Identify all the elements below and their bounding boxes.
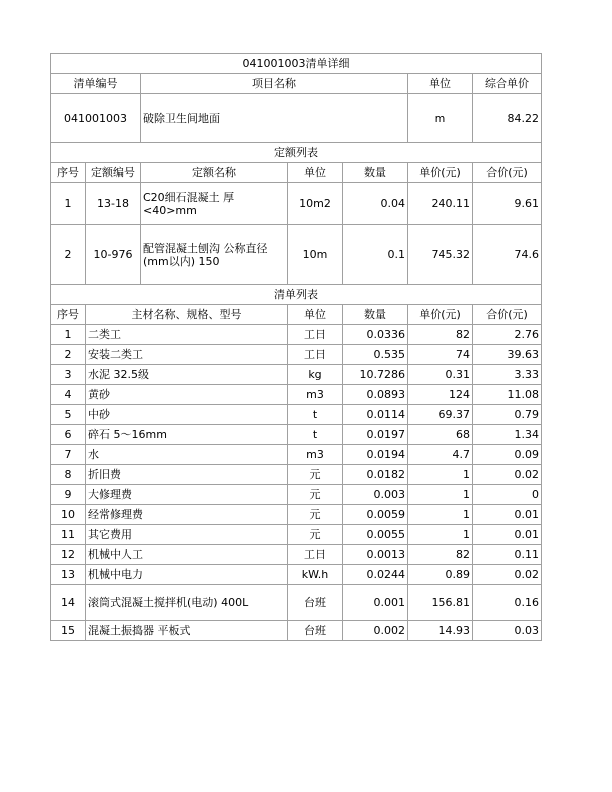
quota-total-header: 合价(元) xyxy=(473,163,542,183)
material-row xyxy=(51,545,542,565)
material-unit: t xyxy=(288,425,343,445)
material-name: 安装二类工 xyxy=(86,345,288,365)
material-name: 黄砂 xyxy=(86,385,288,405)
material-unit: 元 xyxy=(288,525,343,545)
material-idx: 9 xyxy=(51,485,86,505)
list-name: 破除卫生间地面 xyxy=(141,94,408,143)
material-idx: 14 xyxy=(51,585,86,621)
material-header-row xyxy=(51,305,542,325)
material-qty: 0.0055 xyxy=(343,525,408,545)
material-row xyxy=(51,525,542,545)
material-row xyxy=(51,325,542,345)
material-total: 1.34 xyxy=(473,425,542,445)
material-unit: 元 xyxy=(288,465,343,485)
material-total: 2.76 xyxy=(473,325,542,345)
material-unit-price: 82 xyxy=(408,545,473,565)
material-row xyxy=(51,485,542,505)
material-name: 二类工 xyxy=(86,325,288,345)
list-name-header: 项目名称 xyxy=(141,74,408,94)
material-unit-price: 14.93 xyxy=(408,621,473,641)
material-qty: 0.0197 xyxy=(343,425,408,445)
material-row xyxy=(51,565,542,585)
material-total: 0 xyxy=(473,485,542,505)
material-unit-price: 1 xyxy=(408,485,473,505)
quota-total: 74.6 xyxy=(473,225,542,285)
material-row xyxy=(51,621,542,641)
material-qty: 0.0244 xyxy=(343,565,408,585)
material-name: 机械中电力 xyxy=(86,565,288,585)
material-idx: 8 xyxy=(51,465,86,485)
quota-unit: 10m2 xyxy=(288,183,343,225)
quota-code-header: 定额编号 xyxy=(86,163,141,183)
material-total: 0.01 xyxy=(473,525,542,545)
material-unit: m3 xyxy=(288,385,343,405)
list-code: 041001003 xyxy=(51,94,141,143)
material-idx-header: 序号 xyxy=(51,305,86,325)
quota-qty-header: 数量 xyxy=(343,163,408,183)
material-unit-price: 156.81 xyxy=(408,585,473,621)
material-unit-price: 69.37 xyxy=(408,405,473,425)
material-name: 水 xyxy=(86,445,288,465)
material-row xyxy=(51,465,542,485)
list-price-header: 综合单价 xyxy=(473,74,542,94)
material-unit: kW.h xyxy=(288,565,343,585)
material-unit: 工日 xyxy=(288,545,343,565)
quota-code: 13-18 xyxy=(86,183,141,225)
material-total: 0.02 xyxy=(473,565,542,585)
material-name: 碎石 5～16mm xyxy=(86,425,288,445)
list-code-header: 清单编号 xyxy=(51,74,141,94)
material-unit: t xyxy=(288,405,343,425)
material-unit: 元 xyxy=(288,505,343,525)
material-row xyxy=(51,425,542,445)
material-idx: 15 xyxy=(51,621,86,641)
material-idx: 3 xyxy=(51,365,86,385)
material-total: 3.33 xyxy=(473,365,542,385)
material-total-header: 合价(元) xyxy=(473,305,542,325)
material-name: 大修理费 xyxy=(86,485,288,505)
material-name: 其它费用 xyxy=(86,525,288,545)
material-row xyxy=(51,505,542,525)
quota-unit-price-header: 单价(元) xyxy=(408,163,473,183)
material-idx: 1 xyxy=(51,325,86,345)
material-unit: kg xyxy=(288,365,343,385)
material-unit: 工日 xyxy=(288,345,343,365)
material-name: 水泥 32.5级 xyxy=(86,365,288,385)
quota-header-row xyxy=(51,163,542,183)
quota-name: C20细石混凝土 厚<40>mm xyxy=(141,183,288,225)
list-price: 84.22 xyxy=(473,94,542,143)
quota-section-row xyxy=(51,143,542,163)
quota-section-title: 定额列表 xyxy=(51,143,542,163)
quota-row xyxy=(51,225,542,285)
material-unit-price: 68 xyxy=(408,425,473,445)
material-unit-price: 0.31 xyxy=(408,365,473,385)
quota-code: 10-976 xyxy=(86,225,141,285)
bill-detail-table xyxy=(50,53,542,641)
material-name: 混凝土振捣器 平板式 xyxy=(86,621,288,641)
material-idx: 6 xyxy=(51,425,86,445)
material-total: 0.11 xyxy=(473,545,542,565)
material-unit-price: 1 xyxy=(408,465,473,485)
quota-unit-price: 745.32 xyxy=(408,225,473,285)
quota-qty: 0.04 xyxy=(343,183,408,225)
material-total: 39.63 xyxy=(473,345,542,365)
title-row xyxy=(51,54,542,74)
material-total: 0.03 xyxy=(473,621,542,641)
material-unit-price: 82 xyxy=(408,325,473,345)
material-row xyxy=(51,445,542,465)
material-unit-price-header: 单价(元) xyxy=(408,305,473,325)
material-unit: 台班 xyxy=(288,585,343,621)
material-qty: 10.7286 xyxy=(343,365,408,385)
material-qty: 0.0114 xyxy=(343,405,408,425)
material-qty: 0.003 xyxy=(343,485,408,505)
material-row xyxy=(51,585,542,621)
material-qty: 0.001 xyxy=(343,585,408,621)
quota-idx: 2 xyxy=(51,225,86,285)
material-unit-price: 1 xyxy=(408,505,473,525)
material-name-header: 主材名称、规格、型号 xyxy=(86,305,288,325)
material-unit-price: 1 xyxy=(408,525,473,545)
material-unit-price: 0.89 xyxy=(408,565,473,585)
material-unit: 元 xyxy=(288,485,343,505)
quota-unit: 10m xyxy=(288,225,343,285)
material-unit: m3 xyxy=(288,445,343,465)
material-idx: 12 xyxy=(51,545,86,565)
list-unit-header: 单位 xyxy=(408,74,473,94)
material-qty-header: 数量 xyxy=(343,305,408,325)
material-unit: 工日 xyxy=(288,325,343,345)
material-row xyxy=(51,365,542,385)
material-total: 0.16 xyxy=(473,585,542,621)
material-qty: 0.0194 xyxy=(343,445,408,465)
material-idx: 4 xyxy=(51,385,86,405)
material-section-title: 清单列表 xyxy=(51,285,542,305)
material-idx: 7 xyxy=(51,445,86,465)
quota-total: 9.61 xyxy=(473,183,542,225)
list-unit: m xyxy=(408,94,473,143)
material-row xyxy=(51,345,542,365)
material-idx: 5 xyxy=(51,405,86,425)
material-idx: 13 xyxy=(51,565,86,585)
material-total: 0.09 xyxy=(473,445,542,465)
material-qty: 0.0059 xyxy=(343,505,408,525)
quota-name: 配管混凝土刨沟 公称直径(mm以内) 150 xyxy=(141,225,288,285)
quota-qty: 0.1 xyxy=(343,225,408,285)
material-total: 0.02 xyxy=(473,465,542,485)
material-unit: 台班 xyxy=(288,621,343,641)
material-qty: 0.0893 xyxy=(343,385,408,405)
material-idx: 10 xyxy=(51,505,86,525)
material-qty: 0.535 xyxy=(343,345,408,365)
material-unit-price: 4.7 xyxy=(408,445,473,465)
material-unit-price: 124 xyxy=(408,385,473,405)
quota-name-header: 定额名称 xyxy=(141,163,288,183)
material-name: 折旧费 xyxy=(86,465,288,485)
material-row xyxy=(51,405,542,425)
quota-unit-header: 单位 xyxy=(288,163,343,183)
material-total: 0.01 xyxy=(473,505,542,525)
material-idx: 11 xyxy=(51,525,86,545)
material-name: 机械中人工 xyxy=(86,545,288,565)
material-name: 中砂 xyxy=(86,405,288,425)
material-qty: 0.0336 xyxy=(343,325,408,345)
material-section-row xyxy=(51,285,542,305)
quota-row xyxy=(51,183,542,225)
quota-idx: 1 xyxy=(51,183,86,225)
material-row xyxy=(51,385,542,405)
table-title: 041001003清单详细 xyxy=(51,54,542,74)
material-qty: 0.0013 xyxy=(343,545,408,565)
material-unit-price: 74 xyxy=(408,345,473,365)
material-qty: 0.0182 xyxy=(343,465,408,485)
material-total: 11.08 xyxy=(473,385,542,405)
list-header-row xyxy=(51,74,542,94)
material-qty: 0.002 xyxy=(343,621,408,641)
material-unit-header: 单位 xyxy=(288,305,343,325)
material-name: 经常修理费 xyxy=(86,505,288,525)
quota-idx-header: 序号 xyxy=(51,163,86,183)
quota-unit-price: 240.11 xyxy=(408,183,473,225)
material-total: 0.79 xyxy=(473,405,542,425)
material-idx: 2 xyxy=(51,345,86,365)
list-item-row xyxy=(51,94,542,143)
material-name: 滚筒式混凝土搅拌机(电动) 400L xyxy=(86,585,288,621)
